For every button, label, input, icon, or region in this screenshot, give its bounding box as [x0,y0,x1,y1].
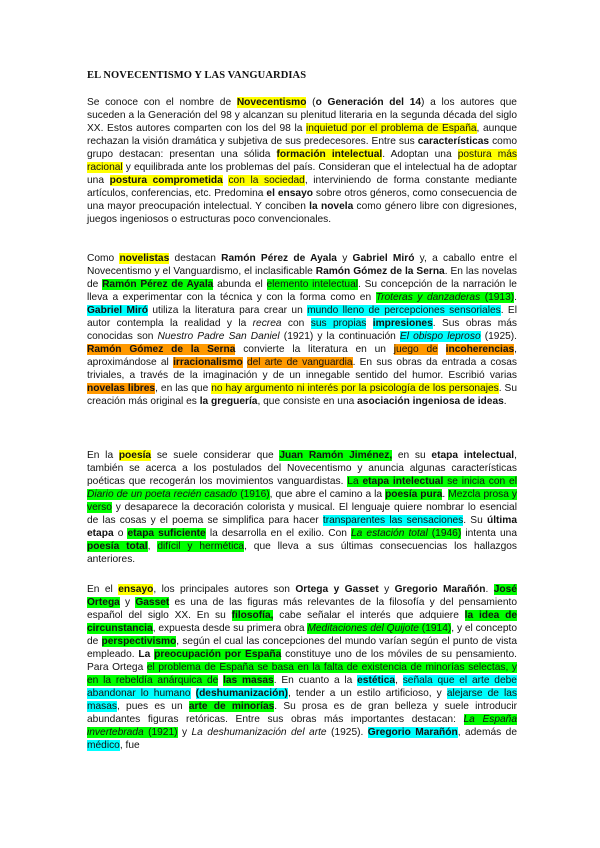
text-run: , también se acerca a los postulados del Novecentismo y anuncia algunas características poéticas que recogerán los movimientos vanguardistas. [87,450,517,487]
text-run: utiliza la literatura para crear un [147,305,308,316]
text-run: se suele considerar que [151,450,280,461]
text-run: . Sus obras más conocidas son [87,318,517,342]
highlighted-text-run: La [347,476,363,487]
highlighted-text-run: Gregorio Marañón [367,727,458,738]
highlighted-text-run: poesía pura [385,489,443,500]
text-run: y [119,597,136,608]
highlighted-text-run: Meditaciones del Quijote [307,623,419,634]
highlighted-text-run: La deshumanización del arte [191,727,327,738]
text-run: , interviniendo de forma constante mediante artículos, conferencias, etc. Predomina [87,175,517,199]
text-run: en su [392,450,432,461]
text-run: ) a los autores que suceden a la Generación del 98 y alcanzan su plenitud literaria en la segunda década del siglo XX. Estos autores comparten con los del 98 la [87,97,517,134]
text-run: , aunque rechazan la visión dramática y subjetiva de sus predecesores. Entre sus [87,123,518,147]
highlighted-text-run: El obispo leproso [399,331,481,342]
text-run: como grupo destacan: presentan una sólida [87,136,517,160]
text-run: . En cuanto a la [273,675,358,686]
highlighted-text-run: etapa suficiente [127,528,206,539]
text-run: . En las novelas de [87,266,517,290]
highlighted-text-run: Ramón Pérez de Ayala [102,279,214,290]
highlighted-text-run: (1916) [237,489,270,500]
highlighted-text-run: señala que el arte debe abandonar lo humano [87,675,517,699]
highlighted-text-run: asociación ingeniosa de ideas [357,396,504,407]
text-run: , expuesta desde su primera obra [152,623,308,634]
text-run: como género libre con digresiones, juegos ingeniosos o estructuras poco convencionales. [87,201,517,225]
highlighted-text-run: Ramón Gómez de la Serna [87,344,236,355]
highlighted-text-run: arte de minorías [188,701,275,712]
text-run: (1925). [326,727,368,738]
text-run: constituye uno de los móviles de su pensamiento. Para Ortega [87,649,517,673]
highlighted-text-run: poesía [118,450,152,461]
highlighted-text-run: Mezcla prosa y verso [87,489,517,513]
highlighted-text-run: (1913) [480,292,515,303]
highlighted-text-run: formación intelectual [276,149,383,160]
highlighted-text-run: sus propias [310,318,367,329]
highlighted-text-run: La estación total [351,528,428,539]
highlighted-text-run: La [138,649,155,660]
highlighted-text-run: Gabriel Miró [352,253,415,264]
highlighted-text-run: o Generación del 14 [315,97,422,108]
highlighted-text-run: (1914) [418,623,452,634]
highlighted-text-run: la greguería [199,396,258,407]
highlighted-text-run: (1946) [427,528,462,539]
text-run: y equilibrada ante los problemas del país. Consideran que el intelectual ha de adoptar una [87,162,517,186]
text-run: con [281,318,311,329]
text-run: Se conoce con el nombre de [87,97,237,108]
text-run: . El autor contempla la realidad y la [87,305,517,329]
highlighted-text-run: Gregorio Marañón [394,584,486,595]
text-run: , y el concepto de [87,623,517,647]
highlighted-text-run: ensayo [118,584,154,595]
text-run: . Adoptan una [382,149,458,160]
highlighted-text-run: transparentes las sensaciones [322,515,464,526]
text-run: . Su concepción de la narración le lleva a experimentar con la técnica y con la forma como en [87,279,517,303]
highlighted-text-run: inquietud por el problema de España [306,123,477,134]
highlighted-text-run: postura comprometida [109,175,223,186]
text-run: intenta una [461,528,518,539]
text-run: (1925). [480,331,517,342]
highlighted-text-run: recrea [252,318,282,329]
highlighted-text-run: médico [87,740,120,751]
highlighted-text-run: del arte de vanguardia [246,357,353,368]
highlighted-text-run: Gasset [135,597,170,608]
highlighted-text-run: se inicia con el [443,476,517,487]
highlighted-text-run: incoherencias [445,344,515,355]
highlighted-text-run: (deshumanización) [195,688,288,699]
highlighted-text-run: perspectivismo [101,636,177,647]
text-run: es una de las figuras más relevantes de la filosofía y del pensamiento español del siglo XX. En su [87,597,517,621]
text-run [438,344,446,355]
paragraph-ensayo [87,583,517,752]
highlighted-text-run: Ramón Pérez de Ayala [221,253,337,264]
highlighted-text-run: José Ortega [87,584,517,608]
text-run: . Su [463,515,487,526]
highlighted-text-run: difícil y hermética [157,541,245,552]
text-run: En el [87,584,119,595]
text-run: destacan [169,253,222,264]
text-run: . Su prosa es de gran belleza y suele introducir abundantes figuras retóricas. Entre sus obras más importantes destacan: [87,701,517,725]
text-run: convierte la literatura en un [235,344,394,355]
text-run: , aproximándose al [87,344,517,368]
highlighted-text-run: el problema de España se basa en la falta de existencia de minorías selectas, y en la rebeldía anárquica de [87,662,518,686]
highlighted-text-run: irracionalismo [173,357,243,368]
highlighted-text-run: la idea de circunstancia [87,610,517,634]
text-run: Como [87,253,120,264]
highlighted-text-run: con la sociedad [228,175,305,186]
text-run: , [147,541,158,552]
highlighted-text-run: Diario de un poeta recién casado [87,489,238,500]
text-run: . [442,489,449,500]
text-run [366,318,372,329]
text-run: , pues es un [117,701,189,712]
text-run: (1921) y la continuación [279,331,400,342]
highlighted-text-run: el ensayo [266,188,313,199]
text-run: En la [87,450,119,461]
text-run: , que abre el camino a la [269,489,386,500]
highlighted-text-run: etapa intelectual [431,450,515,461]
highlighted-text-run: Troteras y danzaderas [375,292,481,303]
text-run: abunda el [213,279,267,290]
text-run: , además de [457,727,517,738]
highlighted-text-run: alejarse de las masas [87,688,518,712]
text-run: . [514,292,517,303]
highlighted-text-run: novelas libres [87,383,156,394]
highlighted-text-run: Nuestro Padre San Daniel [157,331,280,342]
highlighted-text-run: impresiones [372,318,433,329]
text-run: , tender a un estilo artificioso, y [287,688,447,699]
highlighted-text-run: Ramón Gómez de la Serna [315,266,445,277]
text-run [191,688,196,699]
text-run: , fue [119,740,140,751]
highlighted-text-run: La España invertebrada [87,714,518,738]
highlighted-text-run: poesía total [87,541,148,552]
document-title: EL NOVECENTISMO Y LAS VANGUARDIAS [87,70,307,81]
text-run: , que consiste en una [257,396,358,407]
highlighted-text-run: filosofía, [231,610,274,621]
text-run: , que lleva a sus últimas consecuencias los hallazgos anteriores. [87,541,518,565]
highlighted-text-run: elemento intelectual [266,279,359,290]
text-run: y [336,253,353,264]
highlighted-text-run: (1921) [143,727,178,738]
text-run: y desaparece la decoración colorista y musical. El lenguaje quiere nombrar lo esencial de las cosas y el poema se simplifica para hacer [87,502,517,526]
highlighted-text-run: postura más racional [87,149,518,173]
highlighted-text-run: no hay argumento ni interés por la psicología de los personajes [211,383,499,394]
highlighted-text-run: última etapa [87,515,517,539]
text-run: , [395,675,403,686]
highlighted-text-run: juego de [393,344,438,355]
text-run: la desarrolla en el exilio. Con [205,528,351,539]
paragraph-poesia [87,449,517,566]
text-run: ( [306,97,316,108]
highlighted-text-run: novelistas [119,253,170,264]
paragraph-novecentismo-intro [87,96,517,226]
text-run: y, a caballo entre el Novecentismo y el Vanguardismo, el inclasificable [87,253,517,277]
text-run: y [177,727,192,738]
highlighted-text-run: mundo lleno de percepciones sensoriales [307,305,501,316]
highlighted-text-run: Novecentismo [236,97,307,108]
text-run: , los principales autores son [153,584,296,595]
text-run: y [378,584,395,595]
text-run: cabe señalar el interés que adquiere [273,610,465,621]
highlighted-text-run: Ortega y Gasset [295,584,379,595]
highlighted-text-run: preocupación por España [154,649,282,660]
text-run: . Su creación más original es [87,383,517,407]
highlighted-text-run: las masas [223,675,274,686]
text-run: . En sus obras da entrada a cosas triviales, a través de la imaginación y de un innegable sentido del humor. Escribió varias [87,357,517,381]
highlighted-text-run: Gabriel Miró [87,305,148,316]
highlighted-text-run: Juan Ramón Jiménez, [279,450,393,461]
text-run: , según el cual las concepciones del mundo varían según el punto de vista empleado. [87,636,517,660]
highlighted-text-run: características [417,136,490,147]
text-run: , en las que [155,383,212,394]
highlighted-text-run: la novela [309,201,354,212]
text-run: . [503,396,507,407]
text-run: o [113,528,128,539]
text-run: . [485,584,494,595]
text-run: sobre otros géneros, como consecuencia de una mayor preocupación intelectual. Y conciben [87,188,518,212]
paragraph-novelistas [87,252,517,408]
highlighted-text-run: estética [357,675,396,686]
highlighted-text-run: etapa intelectual [362,476,444,487]
